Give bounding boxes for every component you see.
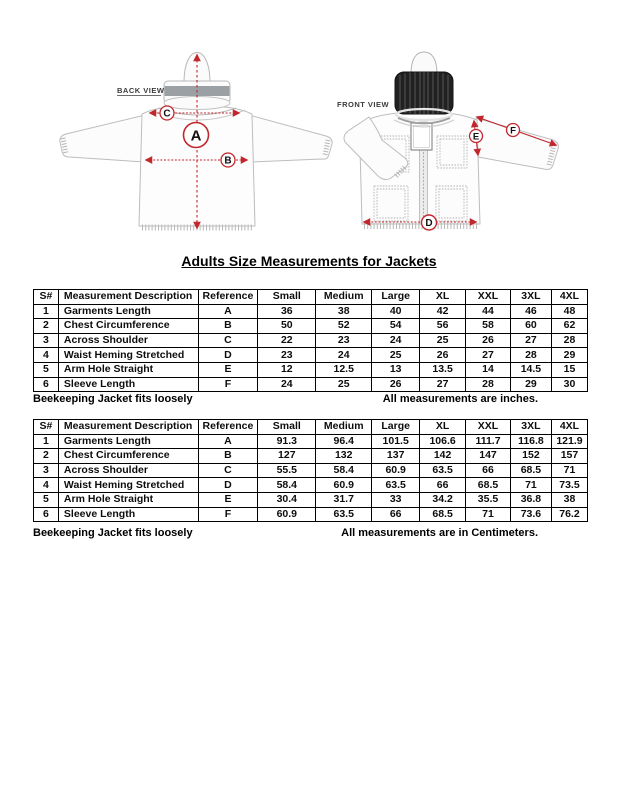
table-cell: 28 <box>551 333 587 348</box>
column-header: Measurement Description <box>58 290 198 305</box>
table-cell: Arm Hole Straight <box>58 362 198 377</box>
table-cell: 91.3 <box>258 434 316 449</box>
front-hat-knob <box>411 52 437 74</box>
front-upper-right-pocket <box>437 136 467 168</box>
table-cell: 58 <box>466 319 511 334</box>
table-cell: Sleeve Length <box>58 377 198 392</box>
table-cell: 63.5 <box>420 463 466 478</box>
back-right-sleeve <box>249 115 332 162</box>
table-cell: 68.5 <box>510 463 551 478</box>
table-cell: 71 <box>510 478 551 493</box>
table-cell: 22 <box>258 333 316 348</box>
table-cell: 27 <box>510 333 551 348</box>
table-cell: 24 <box>372 333 420 348</box>
table-row <box>34 377 588 392</box>
column-header: XXL <box>466 290 511 305</box>
table-row <box>34 463 588 478</box>
table-cell: 34.2 <box>420 492 466 507</box>
table-cell: 96.4 <box>316 434 372 449</box>
column-header: Reference <box>198 420 258 435</box>
table-cell: 68.5 <box>466 478 511 493</box>
table-row <box>34 333 588 348</box>
front-lower-left-pocket <box>374 186 408 221</box>
table-cell: 38 <box>316 304 372 319</box>
table-row <box>34 492 588 507</box>
table-cell: 60.9 <box>258 507 316 522</box>
table-cell: Across Shoulder <box>58 333 198 348</box>
table-cell: 73.5 <box>551 478 587 493</box>
svg-text:E: E <box>472 131 480 143</box>
column-header: S# <box>34 290 59 305</box>
table-cell: 31.7 <box>316 492 372 507</box>
table-cell: 27 <box>466 348 511 363</box>
table-cell: 29 <box>510 377 551 392</box>
front-lower-right-pocket <box>436 186 467 221</box>
table-cell: 44 <box>466 304 511 319</box>
jacket-front-view-illustration <box>337 52 558 230</box>
table-cell: 157 <box>551 449 587 464</box>
table-cell: 147 <box>466 449 511 464</box>
table-cell: 30 <box>551 377 587 392</box>
table-cell: 25 <box>420 333 466 348</box>
table-cell: 23 <box>258 348 316 363</box>
table-cell: 48 <box>551 304 587 319</box>
table-cell: 58.4 <box>258 478 316 493</box>
back-view-label: BACK VIEW <box>117 86 165 95</box>
table-cell: 76.2 <box>551 507 587 522</box>
table-cell: 40 <box>372 304 420 319</box>
table-cell: 50 <box>258 319 316 334</box>
table-cell: B <box>198 319 258 334</box>
table-cell: 1 <box>34 434 59 449</box>
column-header: Medium <box>316 290 372 305</box>
ref-marker-a <box>184 123 209 148</box>
ref-marker-f <box>507 124 520 137</box>
table-notes-centimeters <box>33 527 588 539</box>
header-row <box>34 420 588 435</box>
table-cell: Across Shoulder <box>58 463 198 478</box>
table-row <box>34 362 588 377</box>
table-cell: 36.8 <box>510 492 551 507</box>
table-row <box>34 449 588 464</box>
table-row <box>34 304 588 319</box>
table-cell: F <box>198 507 258 522</box>
table-cell: Arm Hole Straight <box>58 492 198 507</box>
table-cell: 101.5 <box>372 434 420 449</box>
table-cell: 26 <box>372 377 420 392</box>
size-table-centimeters <box>33 419 588 522</box>
table-cell: 23 <box>316 333 372 348</box>
svg-text:B: B <box>224 155 232 167</box>
table-cell: 4 <box>34 478 59 493</box>
table-cell: 5 <box>34 362 59 377</box>
table-cell: 4 <box>34 348 59 363</box>
svg-text:F: F <box>510 125 516 137</box>
table-cell: 24 <box>316 348 372 363</box>
table-cell: 3 <box>34 463 59 478</box>
table-cell: F <box>198 377 258 392</box>
jacket-measurement-diagram <box>0 8 618 258</box>
table-cell: 73.6 <box>510 507 551 522</box>
jacket-back-view-illustration <box>60 53 332 229</box>
table-cell: 25 <box>316 377 372 392</box>
table-cell: 27 <box>420 377 466 392</box>
table-cell: Chest Circumference <box>58 319 198 334</box>
column-header: S# <box>34 420 59 435</box>
table-cell: D <box>198 348 258 363</box>
table-cell: 36 <box>258 304 316 319</box>
table-cell: 63.5 <box>316 507 372 522</box>
table-cell: 2 <box>34 449 59 464</box>
table-cell: 52 <box>316 319 372 334</box>
table-cell: 127 <box>258 449 316 464</box>
column-header: Measurement Description <box>58 420 198 435</box>
column-header: Small <box>258 420 316 435</box>
header-row <box>34 290 588 305</box>
table-cell: Chest Circumference <box>58 449 198 464</box>
table-cell: 137 <box>372 449 420 464</box>
table-cell: 66 <box>420 478 466 493</box>
column-header: Reference <box>198 290 258 305</box>
table-cell: 60.9 <box>316 478 372 493</box>
table-cell: 116.8 <box>510 434 551 449</box>
table-cell: 38 <box>551 492 587 507</box>
column-header: Small <box>258 290 316 305</box>
svg-text:A: A <box>190 127 202 145</box>
table-cell: Waist Heming Stretched <box>58 478 198 493</box>
table-cell: 14.5 <box>510 362 551 377</box>
table-row <box>34 319 588 334</box>
table-row <box>34 507 588 522</box>
table-cell: B <box>198 449 258 464</box>
ref-marker-e <box>470 130 483 143</box>
table-cell: 28 <box>510 348 551 363</box>
column-header: XL <box>420 420 466 435</box>
table-cell: 66 <box>372 507 420 522</box>
table-cell: 63.5 <box>372 478 420 493</box>
table-cell: 35.5 <box>466 492 511 507</box>
table-cell: 25 <box>372 348 420 363</box>
table-cell: 15 <box>551 362 587 377</box>
table-cell: Garments Length <box>58 304 198 319</box>
ref-marker-d <box>422 215 437 230</box>
column-header: XL <box>420 290 466 305</box>
back-left-sleeve <box>60 115 145 162</box>
table-cell: 28 <box>466 377 511 392</box>
table-cell: 60.9 <box>372 463 420 478</box>
page-title: Adults Size Measurements for Jackets <box>181 253 437 269</box>
table-cell: 5 <box>34 492 59 507</box>
table-cell: 1 <box>34 304 59 319</box>
table-cell: 26 <box>466 333 511 348</box>
column-header: Large <box>372 290 420 305</box>
size-table-inches <box>33 289 588 392</box>
table-row <box>34 434 588 449</box>
table-cell: 46 <box>510 304 551 319</box>
table-cell: 60 <box>510 319 551 334</box>
table-cell: 142 <box>420 449 466 464</box>
table-cell: 12.5 <box>316 362 372 377</box>
table-cell: 13.5 <box>420 362 466 377</box>
column-header: 3XL <box>510 290 551 305</box>
table-cell: C <box>198 333 258 348</box>
table-cell: 106.6 <box>420 434 466 449</box>
table-cell: 42 <box>420 304 466 319</box>
table-cell: 6 <box>34 507 59 522</box>
table-row <box>34 478 588 493</box>
back-hat-brim <box>164 97 230 110</box>
table-notes-inches <box>33 393 588 405</box>
table-cell: Waist Heming Stretched <box>58 348 198 363</box>
front-view-label: FRONT VIEW <box>337 100 390 109</box>
table-cell: 68.5 <box>420 507 466 522</box>
fit-note: Beekeeping Jacket fits loosely <box>33 527 193 539</box>
fit-note: Beekeeping Jacket fits loosely <box>33 393 193 405</box>
column-header: XXL <box>466 420 511 435</box>
table-cell: 66 <box>466 463 511 478</box>
table-cell: E <box>198 492 258 507</box>
table-cell: 55.5 <box>258 463 316 478</box>
table-cell: 71 <box>551 463 587 478</box>
table-cell: 152 <box>510 449 551 464</box>
table-row <box>34 348 588 363</box>
unit-note: All measurements are in Centimeters. <box>341 527 538 539</box>
table-cell: 30.4 <box>258 492 316 507</box>
table-cell: 132 <box>316 449 372 464</box>
table-cell: 54 <box>372 319 420 334</box>
table-cell: 26 <box>420 348 466 363</box>
column-header: Large <box>372 420 420 435</box>
table-cell: A <box>198 304 258 319</box>
svg-text:C: C <box>163 108 171 120</box>
column-header: 4XL <box>551 420 587 435</box>
table-cell: 56 <box>420 319 466 334</box>
table-cell: 33 <box>372 492 420 507</box>
column-header: 4XL <box>551 290 587 305</box>
table-cell: 14 <box>466 362 511 377</box>
unit-note: All measurements are inches. <box>382 393 538 405</box>
column-header: Medium <box>316 420 372 435</box>
table-cell: E <box>198 362 258 377</box>
table-cell: Sleeve Length <box>58 507 198 522</box>
table-cell: 2 <box>34 319 59 334</box>
ref-marker-b <box>221 153 235 167</box>
table-cell: 29 <box>551 348 587 363</box>
column-header: 3XL <box>510 420 551 435</box>
table-cell: 6 <box>34 377 59 392</box>
table-cell: 111.7 <box>466 434 511 449</box>
table-cell: 3 <box>34 333 59 348</box>
table-cell: 13 <box>372 362 420 377</box>
table-cell: A <box>198 434 258 449</box>
svg-text:D: D <box>425 218 433 229</box>
table-cell: 12 <box>258 362 316 377</box>
ref-marker-c <box>160 106 174 120</box>
table-cell: 71 <box>466 507 511 522</box>
table-cell: 121.9 <box>551 434 587 449</box>
table-cell: 62 <box>551 319 587 334</box>
table-cell: 24 <box>258 377 316 392</box>
table-cell: C <box>198 463 258 478</box>
table-cell: 58.4 <box>316 463 372 478</box>
table-cell: D <box>198 478 258 493</box>
table-cell: Garments Length <box>58 434 198 449</box>
